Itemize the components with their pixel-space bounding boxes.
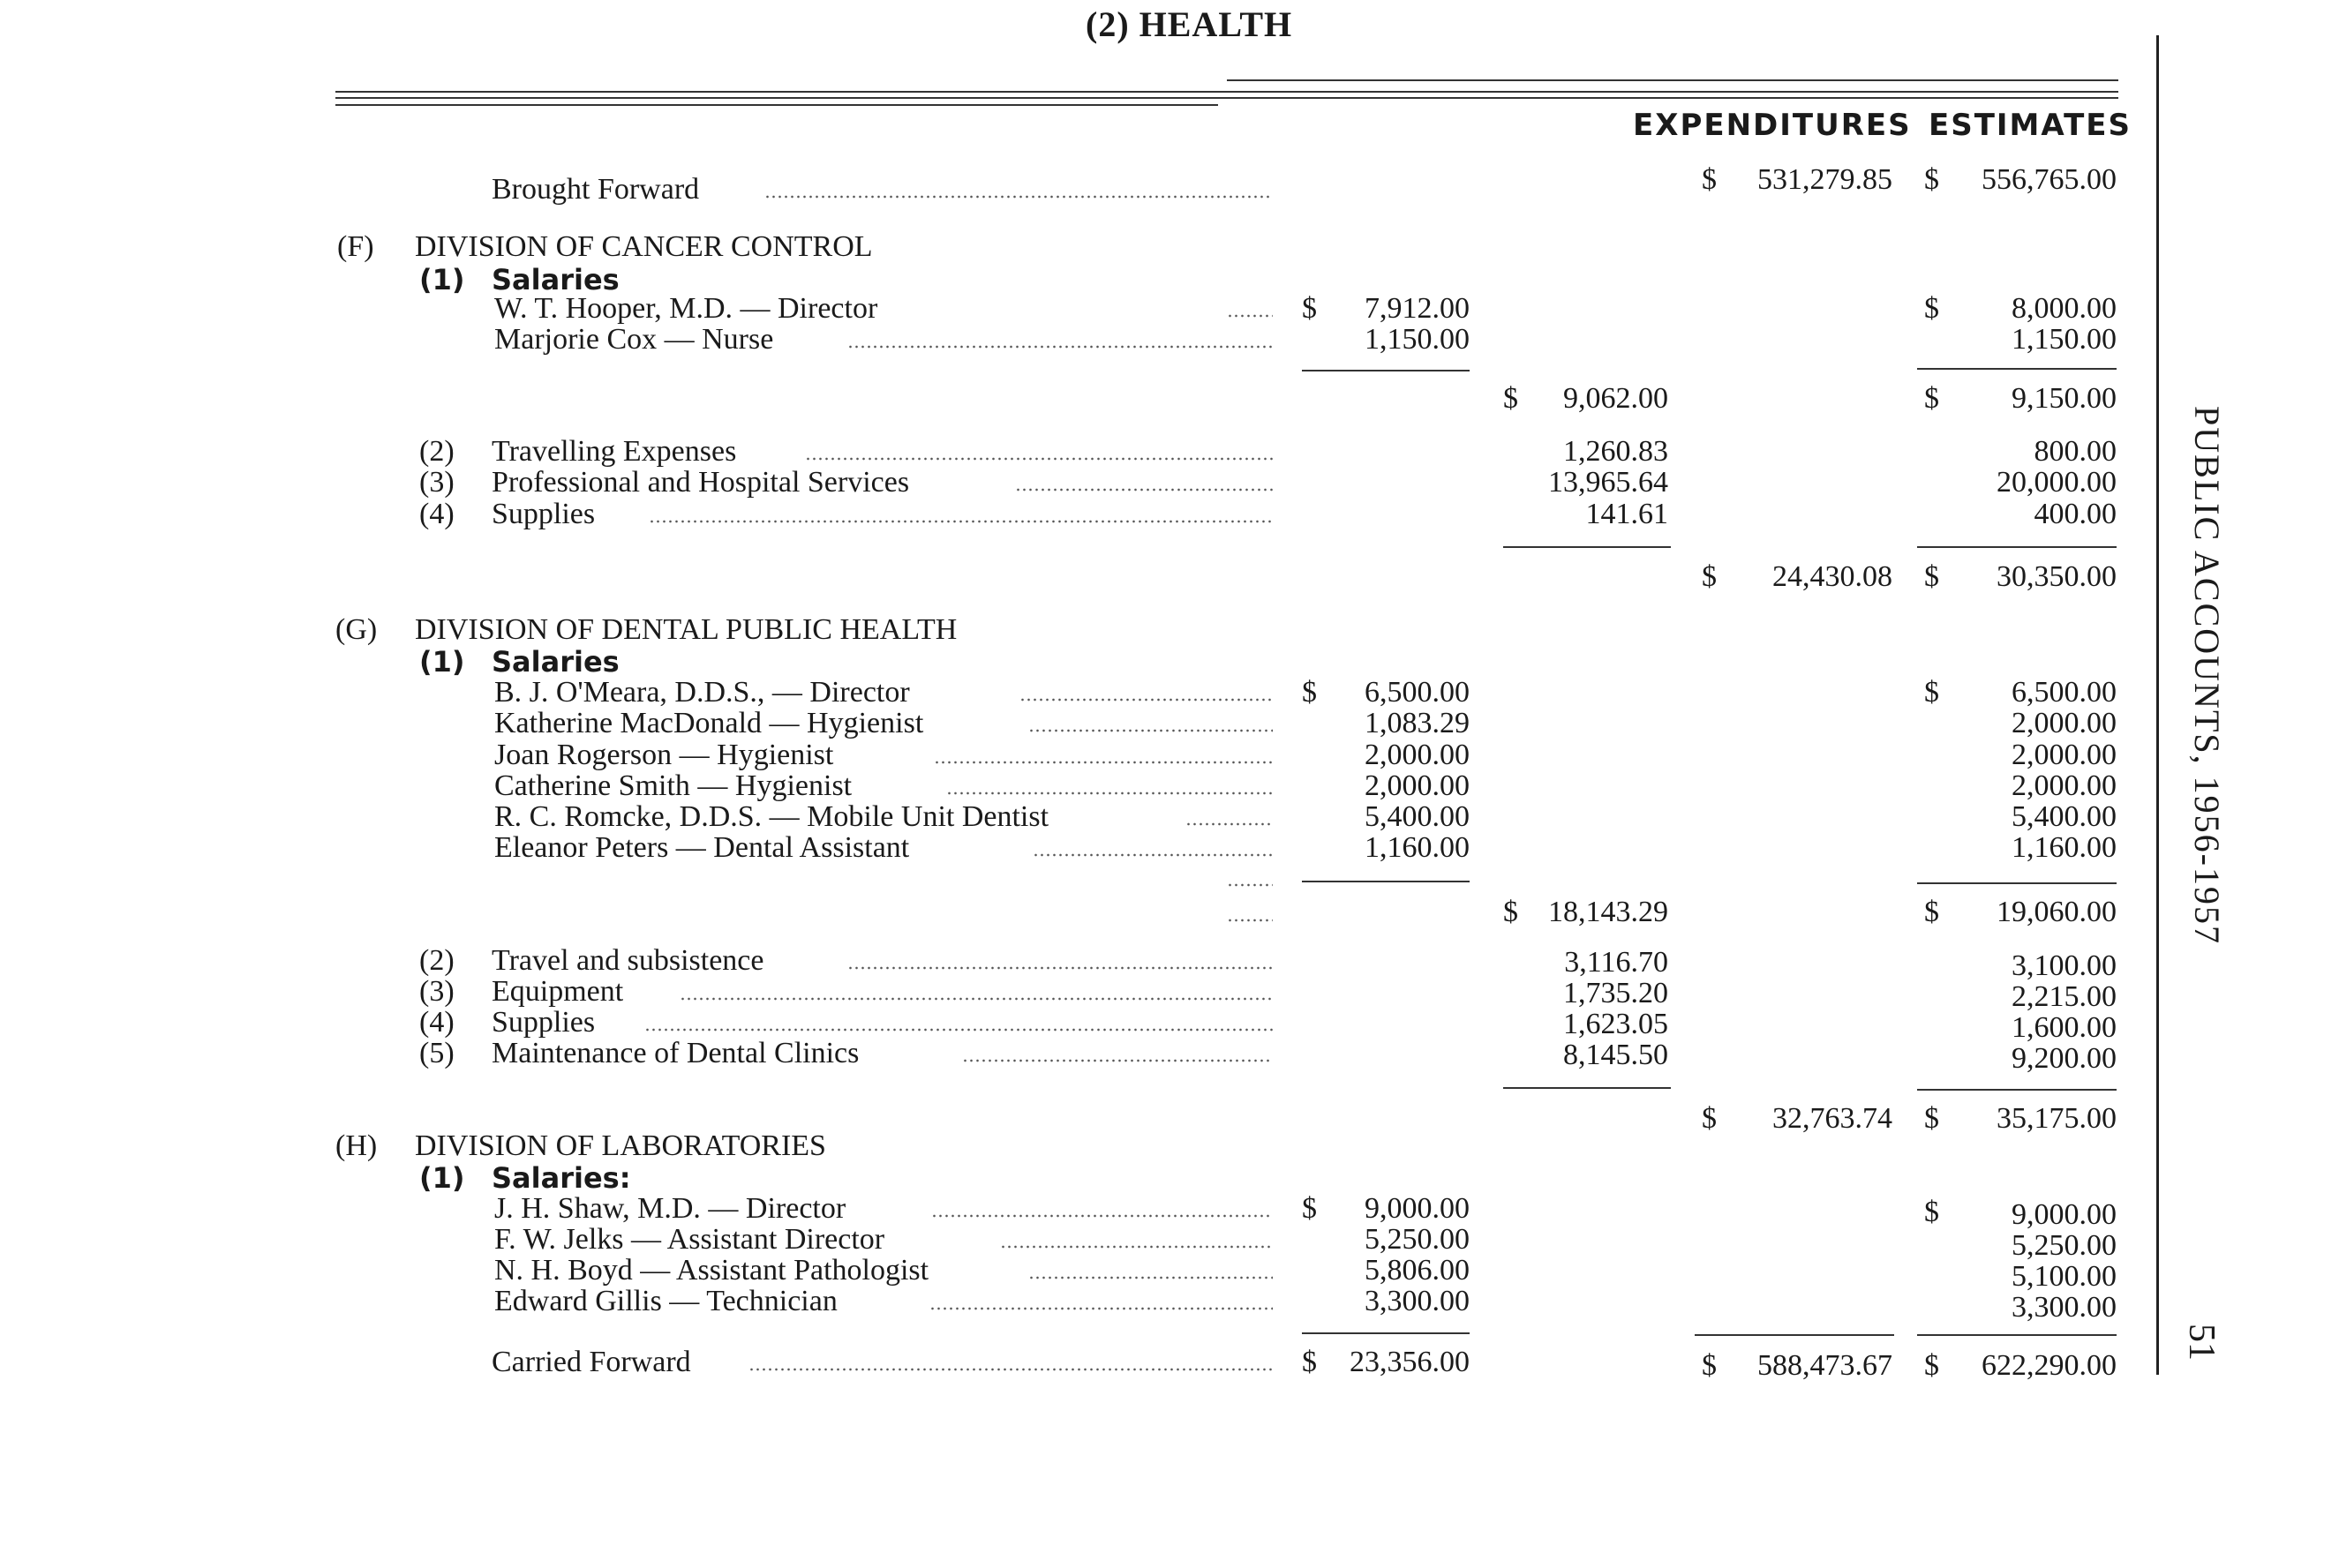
top-rule-2 — [335, 97, 2118, 99]
currency-sign: $ — [1924, 1349, 1939, 1382]
item-number: (1) — [419, 263, 465, 296]
item-label: Supplies — [492, 1006, 596, 1039]
staff-estimate: 5,250.00 — [2012, 1229, 2117, 1262]
currency-sign: $ — [1702, 560, 1717, 593]
item-number: (4) — [419, 498, 455, 530]
division-total: 24,430.08 — [1772, 560, 1892, 593]
currency-sign: $ — [1924, 382, 1939, 415]
leader-dots — [931, 1214, 1273, 1218]
staff-name: B. J. O'Meara, D.D.S., — Director — [494, 676, 910, 709]
item-number: (2) — [419, 944, 455, 977]
subtotal-rule — [1302, 1332, 1470, 1334]
staff-amount: 7,912.00 — [1365, 292, 1470, 325]
subtotal-rule — [1302, 881, 1470, 882]
brought-forward-label: Brought Forward — [492, 173, 700, 206]
staff-amount: 1,150.00 — [1365, 323, 1470, 356]
staff-amount: 9,000.00 — [1365, 1192, 1470, 1225]
leader-dots — [680, 997, 1273, 1001]
staff-amount: 1,160.00 — [1365, 831, 1470, 864]
item-estimate: 3,100.00 — [2012, 949, 2117, 982]
currency-sign: $ — [1702, 163, 1717, 196]
leader-dots — [1033, 853, 1273, 857]
currency-sign: $ — [1503, 382, 1518, 415]
division-estimate-total: 30,350.00 — [1997, 560, 2117, 593]
staff-amount: 5,250.00 — [1365, 1223, 1470, 1256]
carried-forward-estimate: 622,290.00 — [1982, 1349, 2117, 1382]
staff-name: Edward Gillis — Technician — [494, 1285, 838, 1317]
staff-name: Katherine MacDonald — Hygienist — [494, 707, 924, 739]
item-number: (5) — [419, 1037, 455, 1069]
top-rule-3 — [335, 104, 1218, 106]
leader-dots — [847, 966, 1273, 970]
staff-estimate: 1,150.00 — [2012, 323, 2117, 356]
leader-dots — [1227, 919, 1273, 922]
item-amount: 1,735.20 — [1563, 977, 1668, 1009]
carried-forward-expenditure: 588,473.67 — [1757, 1349, 1892, 1382]
leader-dots — [946, 792, 1273, 795]
salaries-estimate-total: 19,060.00 — [1997, 896, 2117, 928]
currency-sign: $ — [1302, 676, 1317, 709]
item-amount: 1,623.05 — [1563, 1008, 1668, 1040]
item-label: Travel and subsistence — [492, 944, 764, 977]
leader-dots — [962, 1059, 1273, 1062]
item-number: (3) — [419, 975, 455, 1008]
item-estimate: 20,000.00 — [1997, 466, 2117, 499]
subtotal-rule — [1917, 546, 2117, 548]
currency-sign: $ — [1302, 1192, 1317, 1225]
staff-estimate: 5,100.00 — [2012, 1260, 2117, 1293]
staff-name: Eleanor Peters — Dental Assistant — [494, 831, 910, 864]
staff-name: J. H. Shaw, M.D. — Director — [494, 1192, 846, 1225]
salaries-label: Salaries: — [492, 1161, 631, 1195]
currency-sign: $ — [1924, 163, 1939, 196]
staff-amount: 2,000.00 — [1365, 769, 1470, 802]
salaries-estimate-total: 9,150.00 — [2012, 382, 2117, 415]
subtotal-rule — [1917, 882, 2117, 884]
division-estimate-total: 35,175.00 — [1997, 1102, 2117, 1135]
item-amount: 1,260.83 — [1563, 435, 1668, 468]
item-label: Travelling Expenses — [492, 435, 737, 468]
leader-dots — [1028, 729, 1273, 732]
item-number: (3) — [419, 466, 455, 499]
currency-sign: $ — [1302, 1346, 1317, 1378]
running-title: PUBLIC ACCOUNTS, 1956-1957 — [2187, 406, 2227, 945]
staff-name: F. W. Jelks — Assistant Director — [494, 1223, 885, 1256]
division-letter: (H) — [335, 1129, 378, 1162]
staff-name: Catherine Smith — Hygienist — [494, 769, 853, 802]
leader-dots — [1019, 698, 1273, 701]
item-amount: 141.61 — [1585, 498, 1668, 530]
item-estimate: 800.00 — [2034, 435, 2117, 468]
currency-sign: $ — [1702, 1102, 1717, 1135]
leader-dots — [764, 195, 1272, 199]
staff-amount: 2,000.00 — [1365, 739, 1470, 771]
item-amount: 3,116.70 — [1564, 946, 1668, 979]
staff-estimate: 6,500.00 — [2012, 676, 2117, 709]
staff-estimate: 1,160.00 — [2012, 831, 2117, 864]
staff-amount: 5,806.00 — [1365, 1254, 1470, 1287]
carried-forward-label: Carried Forward — [492, 1346, 691, 1378]
staff-name: W. T. Hooper, M.D. — Director — [494, 292, 878, 325]
staff-name: R. C. Romcke, D.D.S. — Mobile Unit Dentist — [494, 800, 1049, 833]
carried-forward-salaries: 23,356.00 — [1350, 1346, 1470, 1378]
brought-forward-estimate: 556,765.00 — [1982, 163, 2117, 196]
leader-dots — [1227, 314, 1273, 318]
salaries-total: 9,062.00 — [1563, 382, 1668, 415]
staff-amount: 6,500.00 — [1365, 676, 1470, 709]
currency-sign: $ — [1302, 292, 1317, 325]
item-amount: 13,965.64 — [1548, 466, 1668, 499]
leader-dots — [1015, 488, 1273, 491]
currency-sign: $ — [1924, 1196, 1939, 1228]
item-label: Supplies — [492, 498, 596, 530]
salaries-total: 18,143.29 — [1548, 896, 1668, 928]
expenditures-header: EXPENDITURES — [1633, 108, 1912, 143]
item-number: (1) — [419, 1161, 465, 1195]
item-amount: 8,145.50 — [1563, 1039, 1668, 1071]
salaries-label: Salaries — [492, 263, 620, 296]
subtotal-rule — [1695, 1334, 1894, 1336]
top-rule-1 — [335, 91, 2118, 93]
item-number: (4) — [419, 1006, 455, 1039]
subtotal-rule — [1917, 368, 2117, 370]
subtotal-rule — [1917, 1334, 2117, 1336]
brought-forward-expenditure: 531,279.85 — [1757, 163, 1892, 196]
staff-name: Marjorie Cox — Nurse — [494, 323, 774, 356]
leader-dots — [934, 761, 1273, 764]
leader-dots — [1185, 822, 1273, 826]
item-estimate: 1,600.00 — [2012, 1011, 2117, 1044]
top-rule-4 — [1227, 79, 2118, 81]
estimates-header: ESTIMATES — [1929, 108, 2132, 143]
item-estimate: 400.00 — [2034, 498, 2117, 530]
staff-estimate: 3,300.00 — [2012, 1291, 2117, 1324]
staff-amount: 5,400.00 — [1365, 800, 1470, 833]
staff-estimate: 2,000.00 — [2012, 739, 2117, 771]
leader-dots — [1000, 1245, 1273, 1249]
item-number: (2) — [419, 435, 455, 468]
leader-dots — [929, 1307, 1273, 1310]
leader-dots — [748, 1368, 1273, 1371]
leader-dots — [644, 1028, 1273, 1032]
staff-estimate: 9,000.00 — [2012, 1198, 2117, 1231]
division-title: DIVISION OF DENTAL PUBLIC HEALTH — [415, 613, 958, 646]
item-number: (1) — [419, 645, 465, 679]
leader-dots — [805, 457, 1273, 461]
staff-estimate: 2,000.00 — [2012, 769, 2117, 802]
leader-dots — [649, 520, 1273, 523]
salaries-label: Salaries — [492, 645, 620, 679]
staff-name: Joan Rogerson — Hygienist — [494, 739, 834, 771]
division-title: DIVISION OF LABORATORIES — [415, 1129, 826, 1162]
division-title: DIVISION OF CANCER CONTROL — [415, 230, 873, 263]
division-letter: (G) — [335, 613, 378, 646]
leader-dots — [1227, 883, 1273, 887]
leader-dots — [1028, 1276, 1273, 1279]
item-label: Equipment — [492, 975, 624, 1008]
subtotal-rule — [1302, 370, 1470, 371]
currency-sign: $ — [1924, 676, 1939, 709]
currency-sign: $ — [1503, 896, 1518, 928]
currency-sign: $ — [1924, 896, 1939, 928]
currency-sign: $ — [1924, 1102, 1939, 1135]
staff-estimate: 2,000.00 — [2012, 707, 2117, 739]
staff-estimate: 8,000.00 — [2012, 292, 2117, 325]
page-number: 51 — [2181, 1324, 2222, 1361]
currency-sign: $ — [1702, 1349, 1717, 1382]
subtotal-rule — [1503, 546, 1671, 548]
currency-sign: $ — [1924, 292, 1939, 325]
staff-amount: 3,300.00 — [1365, 1285, 1470, 1317]
page-header: (2) HEALTH — [1086, 4, 1293, 44]
item-estimate: 2,215.00 — [2012, 980, 2117, 1013]
currency-sign: $ — [1924, 560, 1939, 593]
subtotal-rule — [1503, 1087, 1671, 1089]
subtotal-rule — [1917, 1089, 2117, 1091]
item-label: Professional and Hospital Services — [492, 466, 910, 499]
item-estimate: 9,200.00 — [2012, 1042, 2117, 1075]
leader-dots — [847, 345, 1273, 349]
staff-name: N. H. Boyd — Assistant Pathologist — [494, 1254, 929, 1287]
staff-amount: 1,083.29 — [1365, 707, 1470, 739]
staff-estimate: 5,400.00 — [2012, 800, 2117, 833]
margin-rule — [2156, 35, 2159, 1375]
division-letter: (F) — [337, 230, 374, 263]
division-total: 32,763.74 — [1772, 1102, 1892, 1135]
item-label: Maintenance of Dental Clinics — [492, 1037, 860, 1069]
